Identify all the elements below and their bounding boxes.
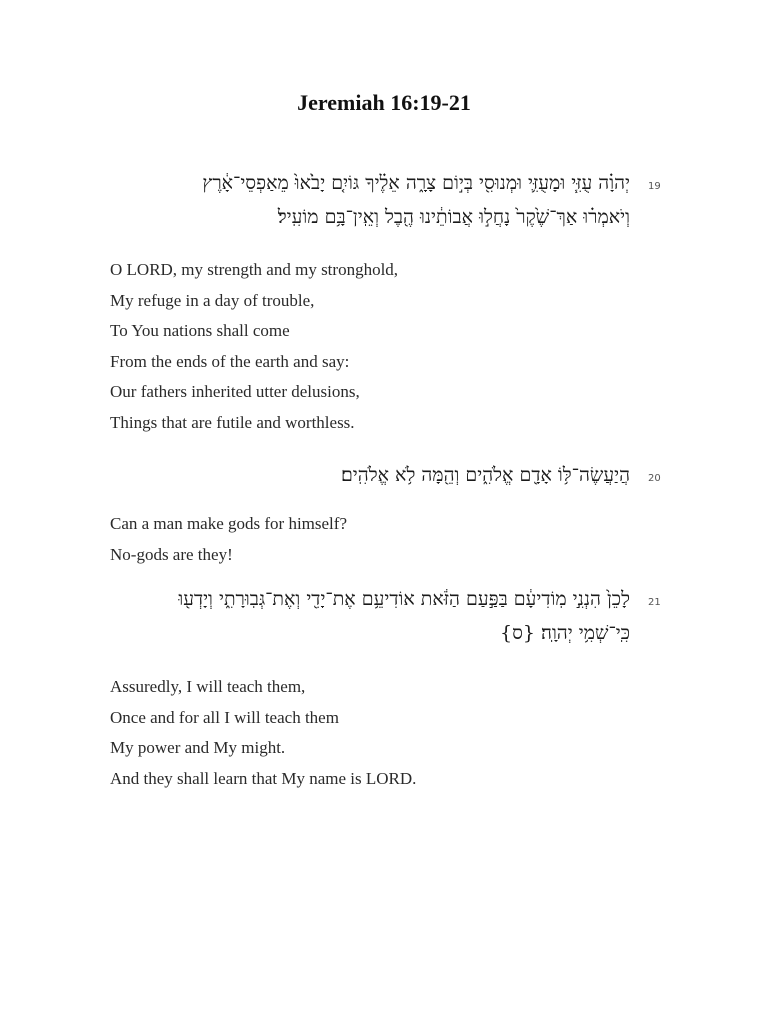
- english-line: My power and My might.: [110, 738, 286, 758]
- verse-number-20: 20: [648, 473, 661, 484]
- page-title: Jeremiah 16:19-21: [297, 90, 471, 115]
- verse-21-english: [110, 672, 630, 794]
- verse-19-hebrew: [120, 170, 630, 238]
- verse-19-english: [110, 255, 630, 439]
- hebrew-line: יְהוָ֗ה עֻזִּ֧י וּמָעֻזִּ֛י וּמְנוּסִ֖י בְּי֣וֹם צָרָ֑ה אֵלֶ֗יךָ גּוֹיִ֤ם יָבֹ֙אוּ֙ מֵאַפְסֵי־אָ֔רֶץ: [202, 172, 630, 194]
- verse-20-hebrew: [120, 462, 630, 496]
- english-line: O LORD, my strength and my stronghold,: [110, 260, 399, 279]
- hebrew-line: כִּֽי־שְׁמִ֥י יְהוָֽה׃ {ס}: [499, 622, 630, 644]
- hebrew-line: לָכֵן֙ הִנְנִ֣י מֽוֹדִיעָ֔ם בַּפַּ֣עַם הַזֹּ֔את אוֹדִיעֵ֥ם אֶת־יָדִ֖י וְאֶת־גְּבֽוּרָתִ֑י וְיָדְע֖וּ: [178, 588, 630, 610]
- english-line: Can a man make gods for himself?: [110, 514, 347, 533]
- english-line: Once and for all I will teach them: [110, 707, 339, 727]
- english-line: Assuredly, I will teach them,: [110, 677, 306, 696]
- verse-20-english: [110, 509, 630, 570]
- hebrew-line: הֲיַעֲשֶׂה־לּ֥וֹ אָדָ֖ם אֱלֹהִ֑ים וְהֵ֖מָּה לֹ֥א אֱלֹהִֽים׃: [340, 464, 630, 486]
- english-line: And they shall learn that My name is LORD.: [110, 768, 417, 788]
- english-line: From the ends of the earth and say:: [110, 351, 350, 371]
- english-line: My refuge in a day of trouble,: [110, 290, 315, 310]
- english-line: To You nations shall come: [110, 321, 290, 341]
- hebrew-line: וְיֹאמְר֗וּ אַךְ־שֶׁ֙קֶר֙ נָחֲל֣וּ אֲבוֹתֵ֔ינוּ הֶ֖בֶל וְאֵֽין־בָּ֥ם מוֹעִֽיל׃: [277, 206, 630, 228]
- verse-21-hebrew: [120, 586, 630, 654]
- english-line: Things that are futile and worthless.: [110, 412, 355, 432]
- verse-number-21: 21: [648, 597, 661, 608]
- english-line: Our fathers inherited utter delusions,: [110, 382, 360, 402]
- english-line: No-gods are they!: [110, 544, 233, 564]
- verse-number-19: 19: [648, 181, 661, 192]
